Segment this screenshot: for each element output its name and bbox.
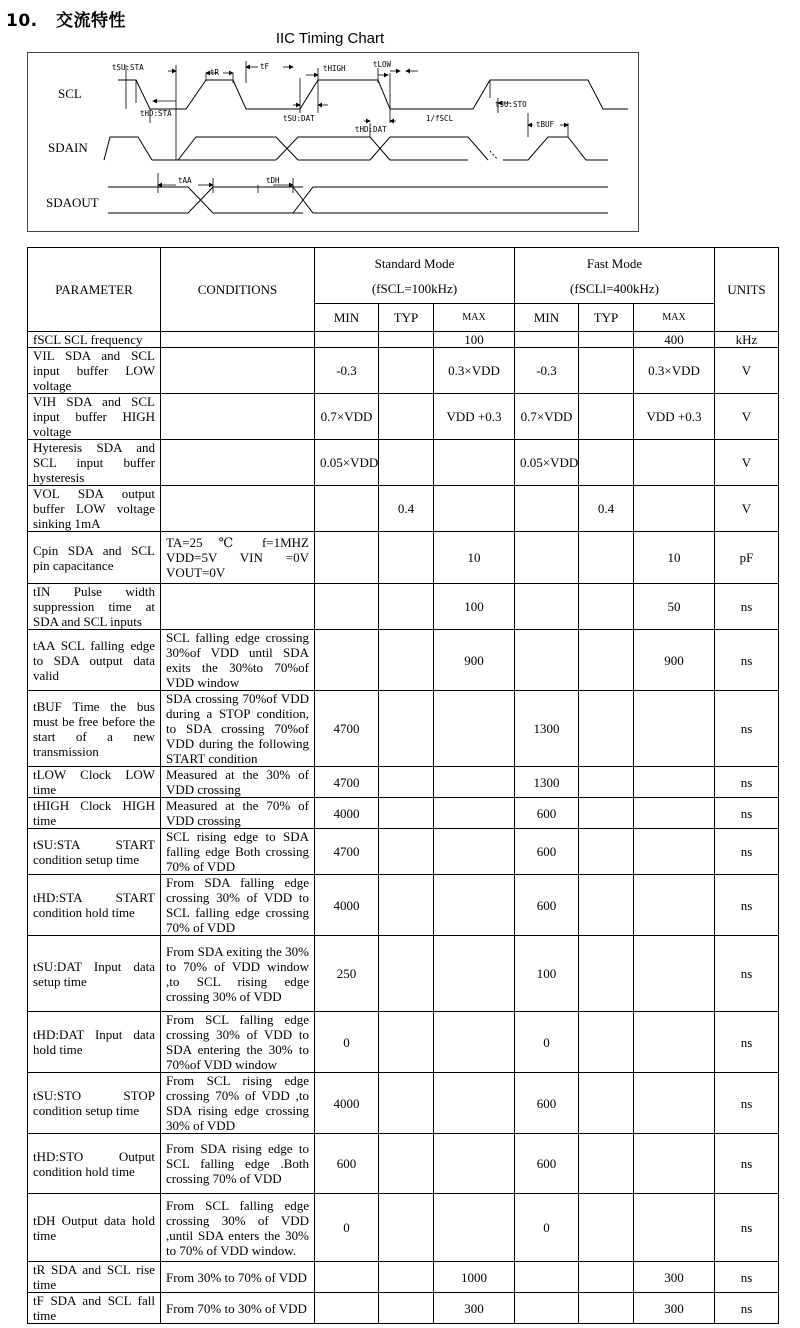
cell-std-max: 1000	[434, 1262, 515, 1293]
cell-conditions: Measured at the 70% of VDD crossing	[161, 798, 315, 829]
table-row	[28, 829, 779, 875]
cell-fast-typ	[579, 630, 634, 691]
cell-conditions: From SCL rising edge crossing 70% of VDD ,to SDA rising edge crossing 30% of VDD	[161, 1073, 315, 1134]
cell-fast-min	[515, 1293, 579, 1324]
cell-units: ns	[715, 1293, 779, 1324]
cell-fast-typ	[579, 1293, 634, 1324]
header-standard-mode	[315, 248, 515, 304]
cell-units: ns	[715, 936, 779, 1012]
standard-mode-label: Standard Mode	[374, 255, 455, 271]
table-row	[28, 1073, 779, 1134]
cell-conditions: From SDA exiting the 30% to 70% of VDD window ,to SCL rising edge crossing 30% of VDD	[161, 936, 315, 1012]
header-std-max: MAX	[434, 304, 515, 332]
fast-mode-label: Fast Mode	[586, 255, 643, 271]
cell-std-typ	[379, 1194, 434, 1262]
cell-fast-typ	[579, 798, 634, 829]
table-row	[28, 1134, 779, 1194]
cell-parameter: tSU:DAT Input data setup time	[28, 936, 161, 1012]
table-row	[28, 486, 779, 532]
cell-fast-min: 1300	[515, 767, 579, 798]
cell-fast-typ	[579, 1073, 634, 1134]
cell-units: ns	[715, 584, 779, 630]
cell-std-min: -0.3	[315, 348, 379, 394]
cell-conditions	[161, 348, 315, 394]
cell-std-min: 250	[315, 936, 379, 1012]
cell-fast-max: 300	[634, 1262, 715, 1293]
cell-fast-max	[634, 691, 715, 767]
cell-fast-min	[515, 532, 579, 584]
cell-units: ns	[715, 1262, 779, 1293]
cell-std-min: 0.7×VDD	[315, 394, 379, 440]
cell-std-min: 0	[315, 1194, 379, 1262]
table-row	[28, 936, 779, 1012]
cell-units: ns	[715, 691, 779, 767]
cell-std-typ	[379, 394, 434, 440]
cell-conditions: From SDA rising edge to SCL falling edge .Both crossing 70% of VDD	[161, 1134, 315, 1194]
cell-std-min: 4000	[315, 798, 379, 829]
table-row	[28, 584, 779, 630]
cell-fast-min: 0	[515, 1194, 579, 1262]
cell-fast-max	[634, 1073, 715, 1134]
cell-fast-min: 600	[515, 1134, 579, 1194]
cell-std-typ	[379, 1073, 434, 1134]
header-std-min: MIN	[315, 304, 379, 332]
cell-fast-min: 0.05×VDD	[515, 440, 579, 486]
cell-std-max: 10	[434, 532, 515, 584]
cell-fast-min: 600	[515, 829, 579, 875]
ac-characteristics-table	[27, 247, 779, 1324]
cell-conditions	[161, 486, 315, 532]
cell-fast-typ	[579, 936, 634, 1012]
cell-std-max	[434, 1073, 515, 1134]
cell-conditions: From 30% to 70% of VDD	[161, 1262, 315, 1293]
cell-units: ns	[715, 630, 779, 691]
cell-fast-typ	[579, 1194, 634, 1262]
cell-fast-typ	[579, 440, 634, 486]
cell-fast-max: 900	[634, 630, 715, 691]
table-row	[28, 348, 779, 394]
label-tsu-dat: tSU:DAT	[283, 114, 315, 123]
cell-std-min	[315, 1262, 379, 1293]
header-parameter: PARAMETER	[28, 248, 161, 332]
cell-conditions: From SCL falling edge crossing 30% of VDD ,until SDA enters the 30% to 70% of VDD window.	[161, 1194, 315, 1262]
cell-fast-min: 0.7×VDD	[515, 394, 579, 440]
table-row	[28, 532, 779, 584]
cell-units: V	[715, 348, 779, 394]
cell-std-min: 4700	[315, 767, 379, 798]
cell-fast-max	[634, 829, 715, 875]
cell-fast-min: 100	[515, 936, 579, 1012]
cell-conditions: Measured at the 30% of VDD crossing	[161, 767, 315, 798]
cell-fast-min: 1300	[515, 691, 579, 767]
fast-mode-frequency: (fSCLl=400kHz)	[570, 280, 659, 296]
cell-std-min: 4700	[315, 829, 379, 875]
label-tsu-sto: tSU:STO	[495, 100, 527, 109]
table-row	[28, 332, 779, 348]
cell-fast-min	[515, 630, 579, 691]
cell-std-min	[315, 584, 379, 630]
cell-std-min: 4700	[315, 691, 379, 767]
cell-std-typ	[379, 630, 434, 691]
cell-fast-max	[634, 798, 715, 829]
label-thd-sta: tHD:STA	[140, 109, 172, 118]
table-row	[28, 875, 779, 936]
cell-conditions: SCL falling edge crossing 30%of VDD until SDA exits the 30%to 70%of VDD window	[161, 630, 315, 691]
cell-fast-typ	[579, 1134, 634, 1194]
cell-std-typ	[379, 829, 434, 875]
cell-parameter: VIL SDA and SCL input buffer LOW voltage	[28, 348, 161, 394]
cell-fast-min: -0.3	[515, 348, 579, 394]
cell-std-typ	[379, 440, 434, 486]
cell-fast-max: VDD +0.3	[634, 394, 715, 440]
label-tbuf: tBUF	[536, 120, 555, 129]
cell-parameter: tHD:DAT Input data hold time	[28, 1012, 161, 1073]
cell-std-max	[434, 486, 515, 532]
section-number: 10.	[6, 11, 38, 31]
cell-std-max	[434, 829, 515, 875]
cell-std-min: 4000	[315, 1073, 379, 1134]
cell-conditions	[161, 584, 315, 630]
cell-std-max	[434, 1134, 515, 1194]
sda-out-waveform	[108, 187, 608, 213]
cell-conditions	[161, 394, 315, 440]
table-row	[28, 691, 779, 767]
cell-fast-max: 0.3×VDD	[634, 348, 715, 394]
table-row	[28, 630, 779, 691]
cell-fast-max: 10	[634, 532, 715, 584]
cell-std-max: VDD +0.3	[434, 394, 515, 440]
cell-fast-min: 600	[515, 875, 579, 936]
standard-mode-frequency: (fSCL=100kHz)	[371, 280, 458, 296]
cell-fast-max	[634, 486, 715, 532]
sda-in-waveform-low	[178, 137, 608, 160]
cell-fast-min: 0	[515, 1012, 579, 1073]
cell-fast-typ: 0.4	[579, 486, 634, 532]
cell-std-typ	[379, 532, 434, 584]
section-title: 交流特性	[56, 11, 126, 31]
cell-units: kHz	[715, 332, 779, 348]
cell-fast-min	[515, 584, 579, 630]
cell-conditions	[161, 332, 315, 348]
cell-units: V	[715, 394, 779, 440]
sda-out-label: SDAOUT	[46, 195, 99, 210]
cell-units: V	[715, 486, 779, 532]
cell-fast-typ	[579, 584, 634, 630]
cell-parameter: tBUF Time the bus must be free before the start of a new transmission	[28, 691, 161, 767]
cell-fast-typ	[579, 875, 634, 936]
sda-in-waveform-high	[104, 137, 488, 160]
header-fast-min: MIN	[515, 304, 579, 332]
cell-std-max	[434, 936, 515, 1012]
cell-fast-min: 600	[515, 798, 579, 829]
header-row-1	[28, 248, 779, 304]
cell-units: V	[715, 440, 779, 486]
cell-std-max	[434, 440, 515, 486]
cell-parameter: tR SDA and SCL rise time	[28, 1262, 161, 1293]
table-row	[28, 440, 779, 486]
cell-std-typ	[379, 1134, 434, 1194]
cell-std-max	[434, 875, 515, 936]
cell-fast-max	[634, 1012, 715, 1073]
header-conditions: CONDITIONS	[161, 248, 315, 332]
cell-std-min: 600	[315, 1134, 379, 1194]
cell-fast-max	[634, 936, 715, 1012]
cell-fast-max	[634, 1194, 715, 1262]
cell-conditions: TA=25 ℃ f=1MHZ VDD=5V VIN =0V VOUT=0V	[161, 532, 315, 584]
label-tdh: tDH	[266, 176, 280, 185]
table-row	[28, 1293, 779, 1324]
header-fast-typ: TYP	[579, 304, 634, 332]
label-tf: tF	[260, 62, 270, 71]
cell-fast-typ	[579, 332, 634, 348]
cell-units: ns	[715, 1134, 779, 1194]
label-fscl: 1/fSCL	[426, 114, 454, 123]
cell-conditions: SCL rising edge to SDA falling edge Both crossing 70% of VDD	[161, 829, 315, 875]
cell-fast-max	[634, 1134, 715, 1194]
cell-parameter: tHD:STA START condition hold time	[28, 875, 161, 936]
table-row	[28, 767, 779, 798]
cell-parameter: tHIGH Clock HIGH time	[28, 798, 161, 829]
sda-in-label: SDAIN	[48, 140, 88, 155]
cell-parameter: Hyteresis SDA and SCL input buffer hysteresis	[28, 440, 161, 486]
cell-units: ns	[715, 1012, 779, 1073]
label-tsu-sta: tSU:STA	[112, 63, 144, 72]
chart-title: IIC Timing Chart	[275, 30, 385, 47]
cell-parameter: fSCL SCL frequency	[28, 332, 161, 348]
cell-std-max: 900	[434, 630, 515, 691]
cell-std-typ	[379, 767, 434, 798]
label-thigh: tHIGH	[323, 64, 346, 73]
cell-std-min: 0.05×VDD	[315, 440, 379, 486]
cell-std-typ	[379, 798, 434, 829]
header-fast-mode	[515, 248, 715, 304]
cell-std-max	[434, 1012, 515, 1073]
cell-std-typ	[379, 332, 434, 348]
scl-waveform	[118, 80, 628, 109]
cell-std-min: 4000	[315, 875, 379, 936]
cell-parameter: tSU:STO STOP condition setup time	[28, 1073, 161, 1134]
cell-conditions: From SCL falling edge crossing 30% of VDD to SDA entering the 30% to 70%of VDD window	[161, 1012, 315, 1073]
cell-std-max	[434, 1194, 515, 1262]
cell-parameter: tSU:STA START condition setup time	[28, 829, 161, 875]
cell-std-typ	[379, 936, 434, 1012]
table-row	[28, 1012, 779, 1073]
cell-fast-max: 50	[634, 584, 715, 630]
cell-parameter: VOL SDA output buffer LOW voltage sinking 1mA	[28, 486, 161, 532]
cell-std-max	[434, 767, 515, 798]
cell-parameter: tAA SCL falling edge to SDA output data valid	[28, 630, 161, 691]
cell-parameter: tHD:STO Output condition hold time	[28, 1134, 161, 1194]
cell-fast-max	[634, 440, 715, 486]
cell-fast-max	[634, 875, 715, 936]
cell-fast-typ	[579, 1262, 634, 1293]
cell-std-typ: 0.4	[379, 486, 434, 532]
cell-fast-min	[515, 332, 579, 348]
cell-std-max	[434, 691, 515, 767]
cell-std-max: 300	[434, 1293, 515, 1324]
cell-std-min: 0	[315, 1012, 379, 1073]
cell-std-max: 100	[434, 332, 515, 348]
header-std-typ: TYP	[379, 304, 434, 332]
timing-diagram	[27, 52, 639, 232]
cell-units: ns	[715, 875, 779, 936]
table-row	[28, 798, 779, 829]
cell-fast-max: 300	[634, 1293, 715, 1324]
cell-std-typ	[379, 584, 434, 630]
header-units: UNITS	[715, 248, 779, 332]
cell-std-typ	[379, 1262, 434, 1293]
cell-fast-min: 600	[515, 1073, 579, 1134]
timing-diagram-svg	[28, 53, 640, 233]
label-tr: tR	[210, 68, 220, 77]
cell-fast-typ	[579, 767, 634, 798]
cell-fast-typ	[579, 1012, 634, 1073]
cell-fast-typ	[579, 532, 634, 584]
cell-std-max: 100	[434, 584, 515, 630]
cell-parameter: Cpin SDA and SCL pin capacitance	[28, 532, 161, 584]
cell-units: ns	[715, 1073, 779, 1134]
cell-conditions	[161, 440, 315, 486]
cell-conditions: From SDA falling edge crossing 30% of VDD to SCL falling edge crossing 70% of VDD	[161, 875, 315, 936]
cell-fast-typ	[579, 829, 634, 875]
cell-fast-typ	[579, 348, 634, 394]
cell-fast-typ	[579, 691, 634, 767]
cell-parameter: tDH Output data hold time	[28, 1194, 161, 1262]
cell-std-typ	[379, 1293, 434, 1324]
cell-fast-min	[515, 486, 579, 532]
cell-std-typ	[379, 691, 434, 767]
cell-fast-min	[515, 1262, 579, 1293]
cell-parameter: tLOW Clock LOW time	[28, 767, 161, 798]
cell-std-typ	[379, 875, 434, 936]
cell-std-max	[434, 798, 515, 829]
header-fast-max: MAX	[634, 304, 715, 332]
cell-fast-max	[634, 767, 715, 798]
cell-std-typ	[379, 348, 434, 394]
table-row	[28, 394, 779, 440]
table-row	[28, 1194, 779, 1262]
cell-conditions: SDA crossing 70%of VDD during a STOP condition, to SDA crossing 70%of VDD during the following START condition	[161, 691, 315, 767]
section-heading	[6, 6, 126, 31]
cell-std-min	[315, 1293, 379, 1324]
cell-units: ns	[715, 767, 779, 798]
cell-std-typ	[379, 1012, 434, 1073]
cell-std-min	[315, 486, 379, 532]
label-thd-dat: tHD:DAT	[355, 125, 387, 134]
cell-std-max: 0.3×VDD	[434, 348, 515, 394]
cell-fast-max: 400	[634, 332, 715, 348]
cell-conditions: From 70% to 30% of VDD	[161, 1293, 315, 1324]
cell-std-min	[315, 630, 379, 691]
cell-std-min	[315, 332, 379, 348]
scl-label: SCL	[58, 86, 82, 101]
cell-units: pF	[715, 532, 779, 584]
cell-std-min	[315, 532, 379, 584]
label-tlow: tLOW	[373, 60, 392, 69]
cell-units: ns	[715, 798, 779, 829]
cell-units: ns	[715, 1194, 779, 1262]
table-row	[28, 1262, 779, 1293]
cell-parameter: tF SDA and SCL fall time	[28, 1293, 161, 1324]
cell-fast-typ	[579, 394, 634, 440]
label-taa: tAA	[178, 176, 192, 185]
cell-units: ns	[715, 829, 779, 875]
cell-parameter: tIN Pulse width suppression time at SDA and SCL inputs	[28, 584, 161, 630]
cell-parameter: VIH SDA and SCL input buffer HIGH voltage	[28, 394, 161, 440]
